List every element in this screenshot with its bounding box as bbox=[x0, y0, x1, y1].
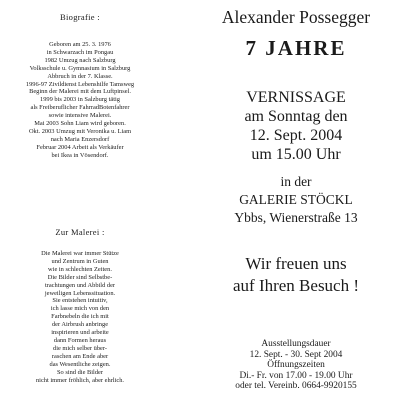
malerei-line: So sind die Bilder bbox=[57, 368, 103, 376]
biography-line: Abbruch in der 7. Klasse. bbox=[47, 72, 113, 80]
malerei-line: Die Malerei war immer Stütze bbox=[41, 250, 119, 257]
vernissage-line: am Sonntag den bbox=[244, 108, 348, 125]
schedule-line: oder tel. Vereinb. 0664-9920155 bbox=[235, 381, 357, 392]
biography-text bbox=[0, 41, 160, 160]
vernissage-line: VERNISSAGE bbox=[246, 89, 346, 106]
schedule-line: Di.- Fr. von 17.00 - 19.00 Uhr bbox=[239, 370, 353, 381]
welcome-line: Wir freuen uns bbox=[245, 254, 347, 273]
malerei-line: Farbnebeln die ich mit bbox=[51, 313, 109, 321]
biography-line: 1982 Umzug nach Salzburg bbox=[44, 56, 116, 64]
left-column bbox=[0, 0, 188, 407]
malerei-line: dann Formen heraus bbox=[53, 336, 107, 344]
biography-line: Geboren am 25. 3. 1976 bbox=[49, 41, 111, 48]
biography-line: in Schwarzach im Pongau bbox=[46, 48, 114, 56]
malerei-line: und Zentrum in Guten bbox=[51, 257, 109, 265]
biography-line: Okt. 2003 Umzug mit Veronika u. Liam bbox=[28, 127, 132, 135]
malerei-line: inspirieren und arbeite bbox=[51, 329, 109, 337]
schedule-block bbox=[192, 339, 400, 392]
malerei-line: raschen am Ende aber bbox=[51, 352, 109, 360]
schedule-line: 12. Sept. - 30. Sept 2004 bbox=[249, 349, 343, 360]
venue-line: GALERIE STÖCKL bbox=[239, 192, 353, 207]
biography-line: als Freiberuflicher FahrradBotenfahrer bbox=[30, 104, 130, 112]
biography-title: Biografie : bbox=[60, 12, 100, 22]
artist-name: Alexander Possegger bbox=[221, 7, 371, 27]
biography-line: Mai 2003 Sohn Liam wird geboren. bbox=[34, 120, 126, 128]
malerei-line: Sie entstehen intuitiv, bbox=[52, 297, 108, 305]
welcome-message bbox=[192, 253, 400, 297]
biography-line: sowie intensive Malerei. bbox=[48, 112, 112, 120]
welcome-line: auf Ihren Besuch ! bbox=[232, 276, 360, 295]
malerei-line: der Airbrush anbringe bbox=[51, 321, 109, 329]
schedule-line: Ausstellungsdauer bbox=[261, 339, 331, 349]
vernissage-block bbox=[192, 88, 400, 164]
exhibition-title: 7 JAHRE bbox=[245, 36, 347, 60]
malerei-text bbox=[0, 250, 160, 384]
biography-line: 1999 bis 2003 in Salzburg tätig bbox=[40, 96, 120, 104]
vernissage-line: um 15.00 Uhr bbox=[251, 146, 341, 163]
malerei-line: das Wesentliche zeigen. bbox=[49, 360, 111, 368]
malerei-line: Die Bilder sind Selbstbe- bbox=[47, 273, 113, 281]
malerei-line: die mich selber über- bbox=[53, 344, 107, 352]
venue-line: Ybbs, Wienerstraße 13 bbox=[234, 210, 358, 225]
malerei-line: wie in schlechten Zeiten. bbox=[48, 265, 112, 273]
venue-block bbox=[192, 173, 400, 227]
biography-line: Volksschule u. Gymnasium in Salzburg bbox=[29, 64, 131, 72]
biography-line: nach Maria Enzersdorf bbox=[50, 135, 110, 143]
malerei-line: trachtungen und Abbild der bbox=[44, 281, 116, 289]
right-column bbox=[192, 0, 400, 407]
malerei-line: jeweiligen Lebenssituation. bbox=[44, 289, 116, 297]
malerei-line: ich lasse mich von den bbox=[50, 305, 110, 313]
malerei-title: Zur Malerei : bbox=[55, 227, 105, 237]
schedule-line: Öffnungszeiten bbox=[267, 360, 325, 371]
venue-line: in der bbox=[280, 174, 312, 189]
biography-line: bei Ikea in Vösendorf. bbox=[51, 151, 109, 159]
vernissage-line: 12. Sept. 2004 bbox=[249, 127, 343, 144]
biography-line: Beginn der Malerei mit dem Luftpinsel. bbox=[29, 88, 131, 96]
biography-line: 1996-97 Zivildienst Lebenshilfe Tamsweg bbox=[25, 80, 135, 88]
malerei-line: nicht immer fröhlich, aber ehrlich. bbox=[35, 376, 124, 384]
biography-line: Februar 2004 Arbeit als Verkäufer bbox=[36, 143, 124, 151]
